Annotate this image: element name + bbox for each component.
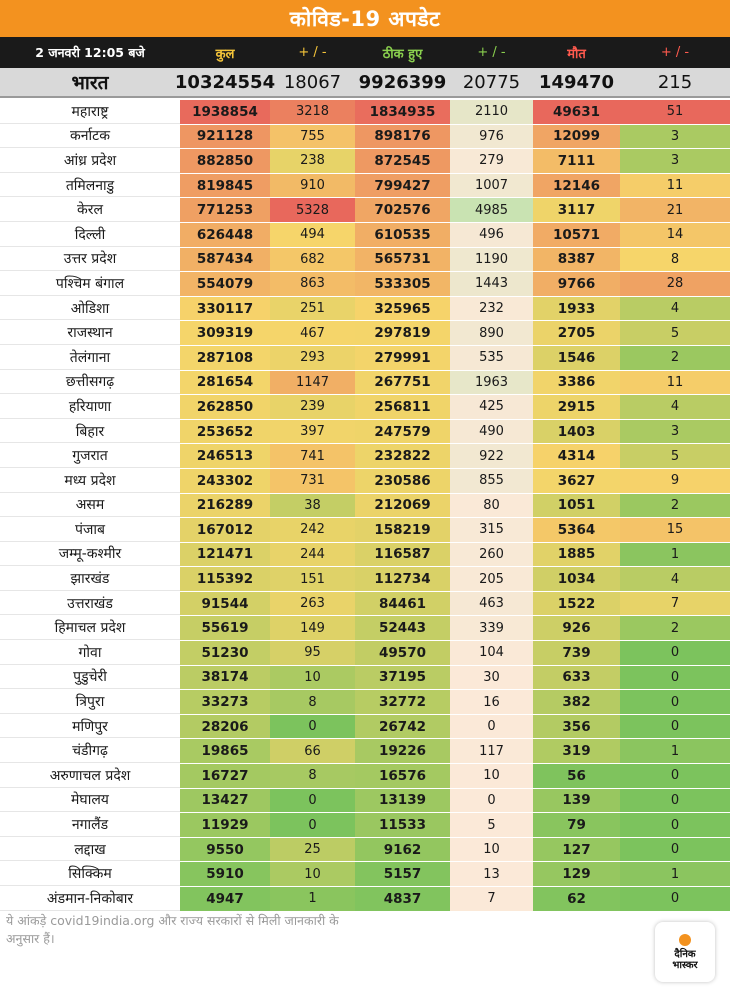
dainik-bhaskar-logo [655,922,715,982]
deaths-change: 0 [620,789,730,813]
total-cases: 13427 [180,789,270,813]
recovered-change: 5 [450,813,533,837]
header-total: कुल [180,37,270,68]
total-cases: 28206 [180,715,270,739]
recovered-change: 260 [450,543,533,567]
deaths-change: 3 [620,420,730,444]
state-name: ओडिशा [0,297,180,321]
total-change: 741 [270,444,355,468]
recovered-change: 7 [450,887,533,911]
source-note: ये आंकड़े covid19india.org और राज्य सरकारों से मिली जानकारी के अनुसार हैं। [6,913,339,946]
recovered-change: 10 [450,838,533,862]
table-row [0,395,730,420]
state-name: जम्मू-कश्मीर [0,543,180,567]
state-name: बिहार [0,420,180,444]
deaths-change: 7 [620,592,730,616]
state-name: हिमाचल प्रदेश [0,616,180,640]
state-name: केरल [0,198,180,222]
deaths: 2705 [533,321,620,345]
total-change: 0 [270,715,355,739]
total-change: 1 [270,887,355,911]
table-row [0,543,730,568]
recovered-change: 1007 [450,174,533,198]
deaths: 3117 [533,198,620,222]
national-name: भारत [71,72,109,94]
deaths: 79 [533,813,620,837]
state-name: लद्दाख [0,838,180,862]
deaths-change: 1 [620,739,730,763]
state-name: दिल्ली [0,223,180,247]
total-change: 293 [270,346,355,370]
recovered: 799427 [355,174,450,198]
table-row [0,346,730,371]
state-name: तमिलनाडु [0,174,180,198]
table-row [0,125,730,150]
total-cases: 882850 [180,149,270,173]
table-row [0,789,730,814]
recovered-change: 4985 [450,198,533,222]
national-recovered-change: 20775 [462,71,521,93]
table-row [0,838,730,863]
total-cases: 330117 [180,297,270,321]
table-row [0,641,730,666]
deaths: 319 [533,739,620,763]
national-recovered: 9926399 [358,71,447,93]
national-deaths: 149470 [538,71,615,93]
total-cases: 33273 [180,690,270,714]
table-header [0,37,730,68]
state-name: मध्य प्रदेश [0,469,180,493]
recovered: 230586 [355,469,450,493]
state-name: छत्तीसगढ़ [0,371,180,395]
deaths: 12146 [533,174,620,198]
table-row [0,272,730,297]
table-row [0,223,730,248]
total-cases: 1938854 [180,100,270,124]
recovered-change: 339 [450,616,533,640]
recovered: 898176 [355,125,450,149]
total-cases: 11929 [180,813,270,837]
national-total: 10324554 [174,71,276,93]
total-change: 755 [270,125,355,149]
deaths-change: 0 [620,690,730,714]
total-change: 238 [270,149,355,173]
recovered: 26742 [355,715,450,739]
national-total-change: 18067 [283,71,342,93]
total-change: 731 [270,469,355,493]
total-cases: 771253 [180,198,270,222]
deaths-change: 0 [620,641,730,665]
table-row [0,518,730,543]
state-name: गुजरात [0,444,180,468]
deaths: 7111 [533,149,620,173]
deaths-change: 15 [620,518,730,542]
table-row [0,420,730,445]
total-cases: 115392 [180,567,270,591]
state-name: आंध्र प्रदेश [0,149,180,173]
state-name: महाराष्ट्र [0,100,180,124]
recovered-change: 205 [450,567,533,591]
recovered: 112734 [355,567,450,591]
deaths-change: 2 [620,346,730,370]
table-row [0,321,730,346]
recovered: 11533 [355,813,450,837]
deaths: 1403 [533,420,620,444]
state-name: मेघालय [0,789,180,813]
deaths: 129 [533,862,620,886]
total-cases: 253652 [180,420,270,444]
total-cases: 9550 [180,838,270,862]
table-row [0,739,730,764]
total-change: 38 [270,494,355,518]
deaths: 1034 [533,567,620,591]
deaths-change: 2 [620,494,730,518]
recovered: 533305 [355,272,450,296]
recovered: 13139 [355,789,450,813]
deaths-change: 1 [620,862,730,886]
deaths: 3386 [533,371,620,395]
recovered-change: 10 [450,764,533,788]
recovered: 49570 [355,641,450,665]
state-name: झारखंड [0,567,180,591]
recovered-change: 976 [450,125,533,149]
recovered-change: 463 [450,592,533,616]
deaths-change: 0 [620,838,730,862]
total-cases: 281654 [180,371,270,395]
table-row [0,494,730,519]
total-cases: 19865 [180,739,270,763]
deaths: 127 [533,838,620,862]
table-row [0,813,730,838]
total-change: 251 [270,297,355,321]
recovered: 5157 [355,862,450,886]
deaths: 633 [533,666,620,690]
state-name: अंडमान-निकोबार [0,887,180,911]
deaths-change: 51 [620,100,730,124]
deaths: 56 [533,764,620,788]
table-row [0,469,730,494]
recovered: 232822 [355,444,450,468]
total-cases: 4947 [180,887,270,911]
page-title: कोविड-19 अपडेट [0,0,730,37]
total-change: 494 [270,223,355,247]
recovered-change: 490 [450,420,533,444]
table-row [0,862,730,887]
recovered-change: 117 [450,739,533,763]
state-name: हरियाणा [0,395,180,419]
total-change: 10 [270,862,355,886]
total-change: 682 [270,248,355,272]
recovered: 32772 [355,690,450,714]
total-cases: 167012 [180,518,270,542]
deaths: 1546 [533,346,620,370]
total-cases: 216289 [180,494,270,518]
recovered: 297819 [355,321,450,345]
deaths: 8387 [533,248,620,272]
deaths-change: 0 [620,715,730,739]
total-change: 66 [270,739,355,763]
recovered-change: 279 [450,149,533,173]
deaths-change: 11 [620,371,730,395]
total-change: 8 [270,764,355,788]
state-name: चंडीगढ़ [0,739,180,763]
recovered-change: 922 [450,444,533,468]
recovered: 9162 [355,838,450,862]
deaths: 10571 [533,223,620,247]
total-change: 151 [270,567,355,591]
state-name: राजस्थान [0,321,180,345]
recovered: 4837 [355,887,450,911]
sun-dot-icon [679,934,691,946]
deaths-change: 3 [620,125,730,149]
deaths-change: 5 [620,321,730,345]
total-change: 263 [270,592,355,616]
state-name: अरुणाचल प्रदेश [0,764,180,788]
deaths-change: 0 [620,764,730,788]
total-cases: 262850 [180,395,270,419]
deaths-change: 14 [620,223,730,247]
deaths-change: 0 [620,813,730,837]
recovered-change: 425 [450,395,533,419]
total-change: 863 [270,272,355,296]
total-cases: 51230 [180,641,270,665]
total-change: 149 [270,616,355,640]
total-change: 0 [270,789,355,813]
recovered: 158219 [355,518,450,542]
recovered-change: 890 [450,321,533,345]
deaths-change: 28 [620,272,730,296]
state-name: तेलंगाना [0,346,180,370]
total-cases: 587434 [180,248,270,272]
total-change: 25 [270,838,355,862]
deaths-change: 0 [620,887,730,911]
deaths: 4314 [533,444,620,468]
recovered: 565731 [355,248,450,272]
table-row [0,887,730,912]
recovered: 610535 [355,223,450,247]
deaths: 2915 [533,395,620,419]
deaths: 1051 [533,494,620,518]
header-recovered-change: + / - [450,37,533,68]
state-name: त्रिपुरा [0,690,180,714]
recovered: 267751 [355,371,450,395]
recovered-change: 16 [450,690,533,714]
header-total-change: + / - [270,37,355,68]
recovered-change: 535 [450,346,533,370]
total-cases: 16727 [180,764,270,788]
total-cases: 246513 [180,444,270,468]
deaths-change: 4 [620,567,730,591]
recovered: 16576 [355,764,450,788]
table-row [0,297,730,322]
recovered-change: 1963 [450,371,533,395]
deaths-change: 5 [620,444,730,468]
deaths-change: 9 [620,469,730,493]
recovered: 84461 [355,592,450,616]
state-name: मणिपुर [0,715,180,739]
recovered-change: 2110 [450,100,533,124]
deaths-change: 1 [620,543,730,567]
total-cases: 554079 [180,272,270,296]
logo-line-2: भास्कर [672,959,698,971]
total-change: 239 [270,395,355,419]
table-row [0,666,730,691]
deaths: 739 [533,641,620,665]
recovered: 256811 [355,395,450,419]
deaths-change: 8 [620,248,730,272]
table-row [0,100,730,125]
deaths: 62 [533,887,620,911]
deaths: 12099 [533,125,620,149]
national-deaths-change: 215 [657,71,693,93]
recovered: 37195 [355,666,450,690]
deaths: 382 [533,690,620,714]
table-row [0,715,730,740]
recovered-change: 80 [450,494,533,518]
table-row [0,371,730,396]
recovered-change: 315 [450,518,533,542]
table-row [0,198,730,223]
table-row [0,592,730,617]
state-name: उत्तर प्रदेश [0,248,180,272]
table-row [0,567,730,592]
total-change: 910 [270,174,355,198]
state-name: असम [0,494,180,518]
recovered: 279991 [355,346,450,370]
total-change: 467 [270,321,355,345]
deaths: 3627 [533,469,620,493]
recovered-change: 496 [450,223,533,247]
state-name: गोवा [0,641,180,665]
deaths-change: 4 [620,297,730,321]
recovered-change: 855 [450,469,533,493]
deaths: 1885 [533,543,620,567]
recovered: 116587 [355,543,450,567]
state-name: पंजाब [0,518,180,542]
recovered: 702576 [355,198,450,222]
table-row [0,174,730,199]
recovered-change: 0 [450,715,533,739]
deaths-change: 2 [620,616,730,640]
table-row [0,444,730,469]
recovered: 1834935 [355,100,450,124]
update-timestamp: 2 जनवरी 12:05 बजे [0,37,180,68]
logo-line-1: दैनिक [674,948,696,960]
recovered: 212069 [355,494,450,518]
deaths-change: 21 [620,198,730,222]
total-change: 397 [270,420,355,444]
state-name: कर्नाटक [0,125,180,149]
total-cases: 38174 [180,666,270,690]
deaths-change: 11 [620,174,730,198]
total-cases: 243302 [180,469,270,493]
state-name: पुडुचेरी [0,666,180,690]
deaths: 1933 [533,297,620,321]
header-deaths-change: + / - [620,37,730,68]
state-name: सिक्किम [0,862,180,886]
total-change: 5328 [270,198,355,222]
state-name: पश्चिम बंगाल [0,272,180,296]
recovered: 325965 [355,297,450,321]
deaths: 926 [533,616,620,640]
total-change: 3218 [270,100,355,124]
recovered: 19226 [355,739,450,763]
total-change: 0 [270,813,355,837]
national-row [0,68,730,98]
table-row [0,248,730,273]
total-cases: 921128 [180,125,270,149]
recovered: 247579 [355,420,450,444]
recovered-change: 104 [450,641,533,665]
total-cases: 91544 [180,592,270,616]
table-row [0,149,730,174]
total-change: 8 [270,690,355,714]
header-recovered: ठीक हुए [355,37,450,68]
state-table [0,100,730,912]
deaths-change: 4 [620,395,730,419]
total-change: 10 [270,666,355,690]
total-cases: 626448 [180,223,270,247]
deaths-change: 3 [620,149,730,173]
state-name: नगालैंड [0,813,180,837]
deaths-change: 0 [620,666,730,690]
total-change: 244 [270,543,355,567]
recovered-change: 0 [450,789,533,813]
table-row [0,690,730,715]
recovered-change: 30 [450,666,533,690]
recovered: 52443 [355,616,450,640]
total-cases: 309319 [180,321,270,345]
deaths: 5364 [533,518,620,542]
deaths: 1522 [533,592,620,616]
deaths: 9766 [533,272,620,296]
state-name: उत्तराखंड [0,592,180,616]
total-change: 1147 [270,371,355,395]
total-cases: 287108 [180,346,270,370]
recovered: 872545 [355,149,450,173]
table-row [0,616,730,641]
recovered-change: 232 [450,297,533,321]
deaths: 49631 [533,100,620,124]
deaths: 139 [533,789,620,813]
table-row [0,764,730,789]
total-cases: 819845 [180,174,270,198]
recovered-change: 1190 [450,248,533,272]
header-deaths: मौत [533,37,620,68]
total-cases: 55619 [180,616,270,640]
total-cases: 121471 [180,543,270,567]
deaths: 356 [533,715,620,739]
recovered-change: 13 [450,862,533,886]
total-change: 242 [270,518,355,542]
total-cases: 5910 [180,862,270,886]
recovered-change: 1443 [450,272,533,296]
total-change: 95 [270,641,355,665]
